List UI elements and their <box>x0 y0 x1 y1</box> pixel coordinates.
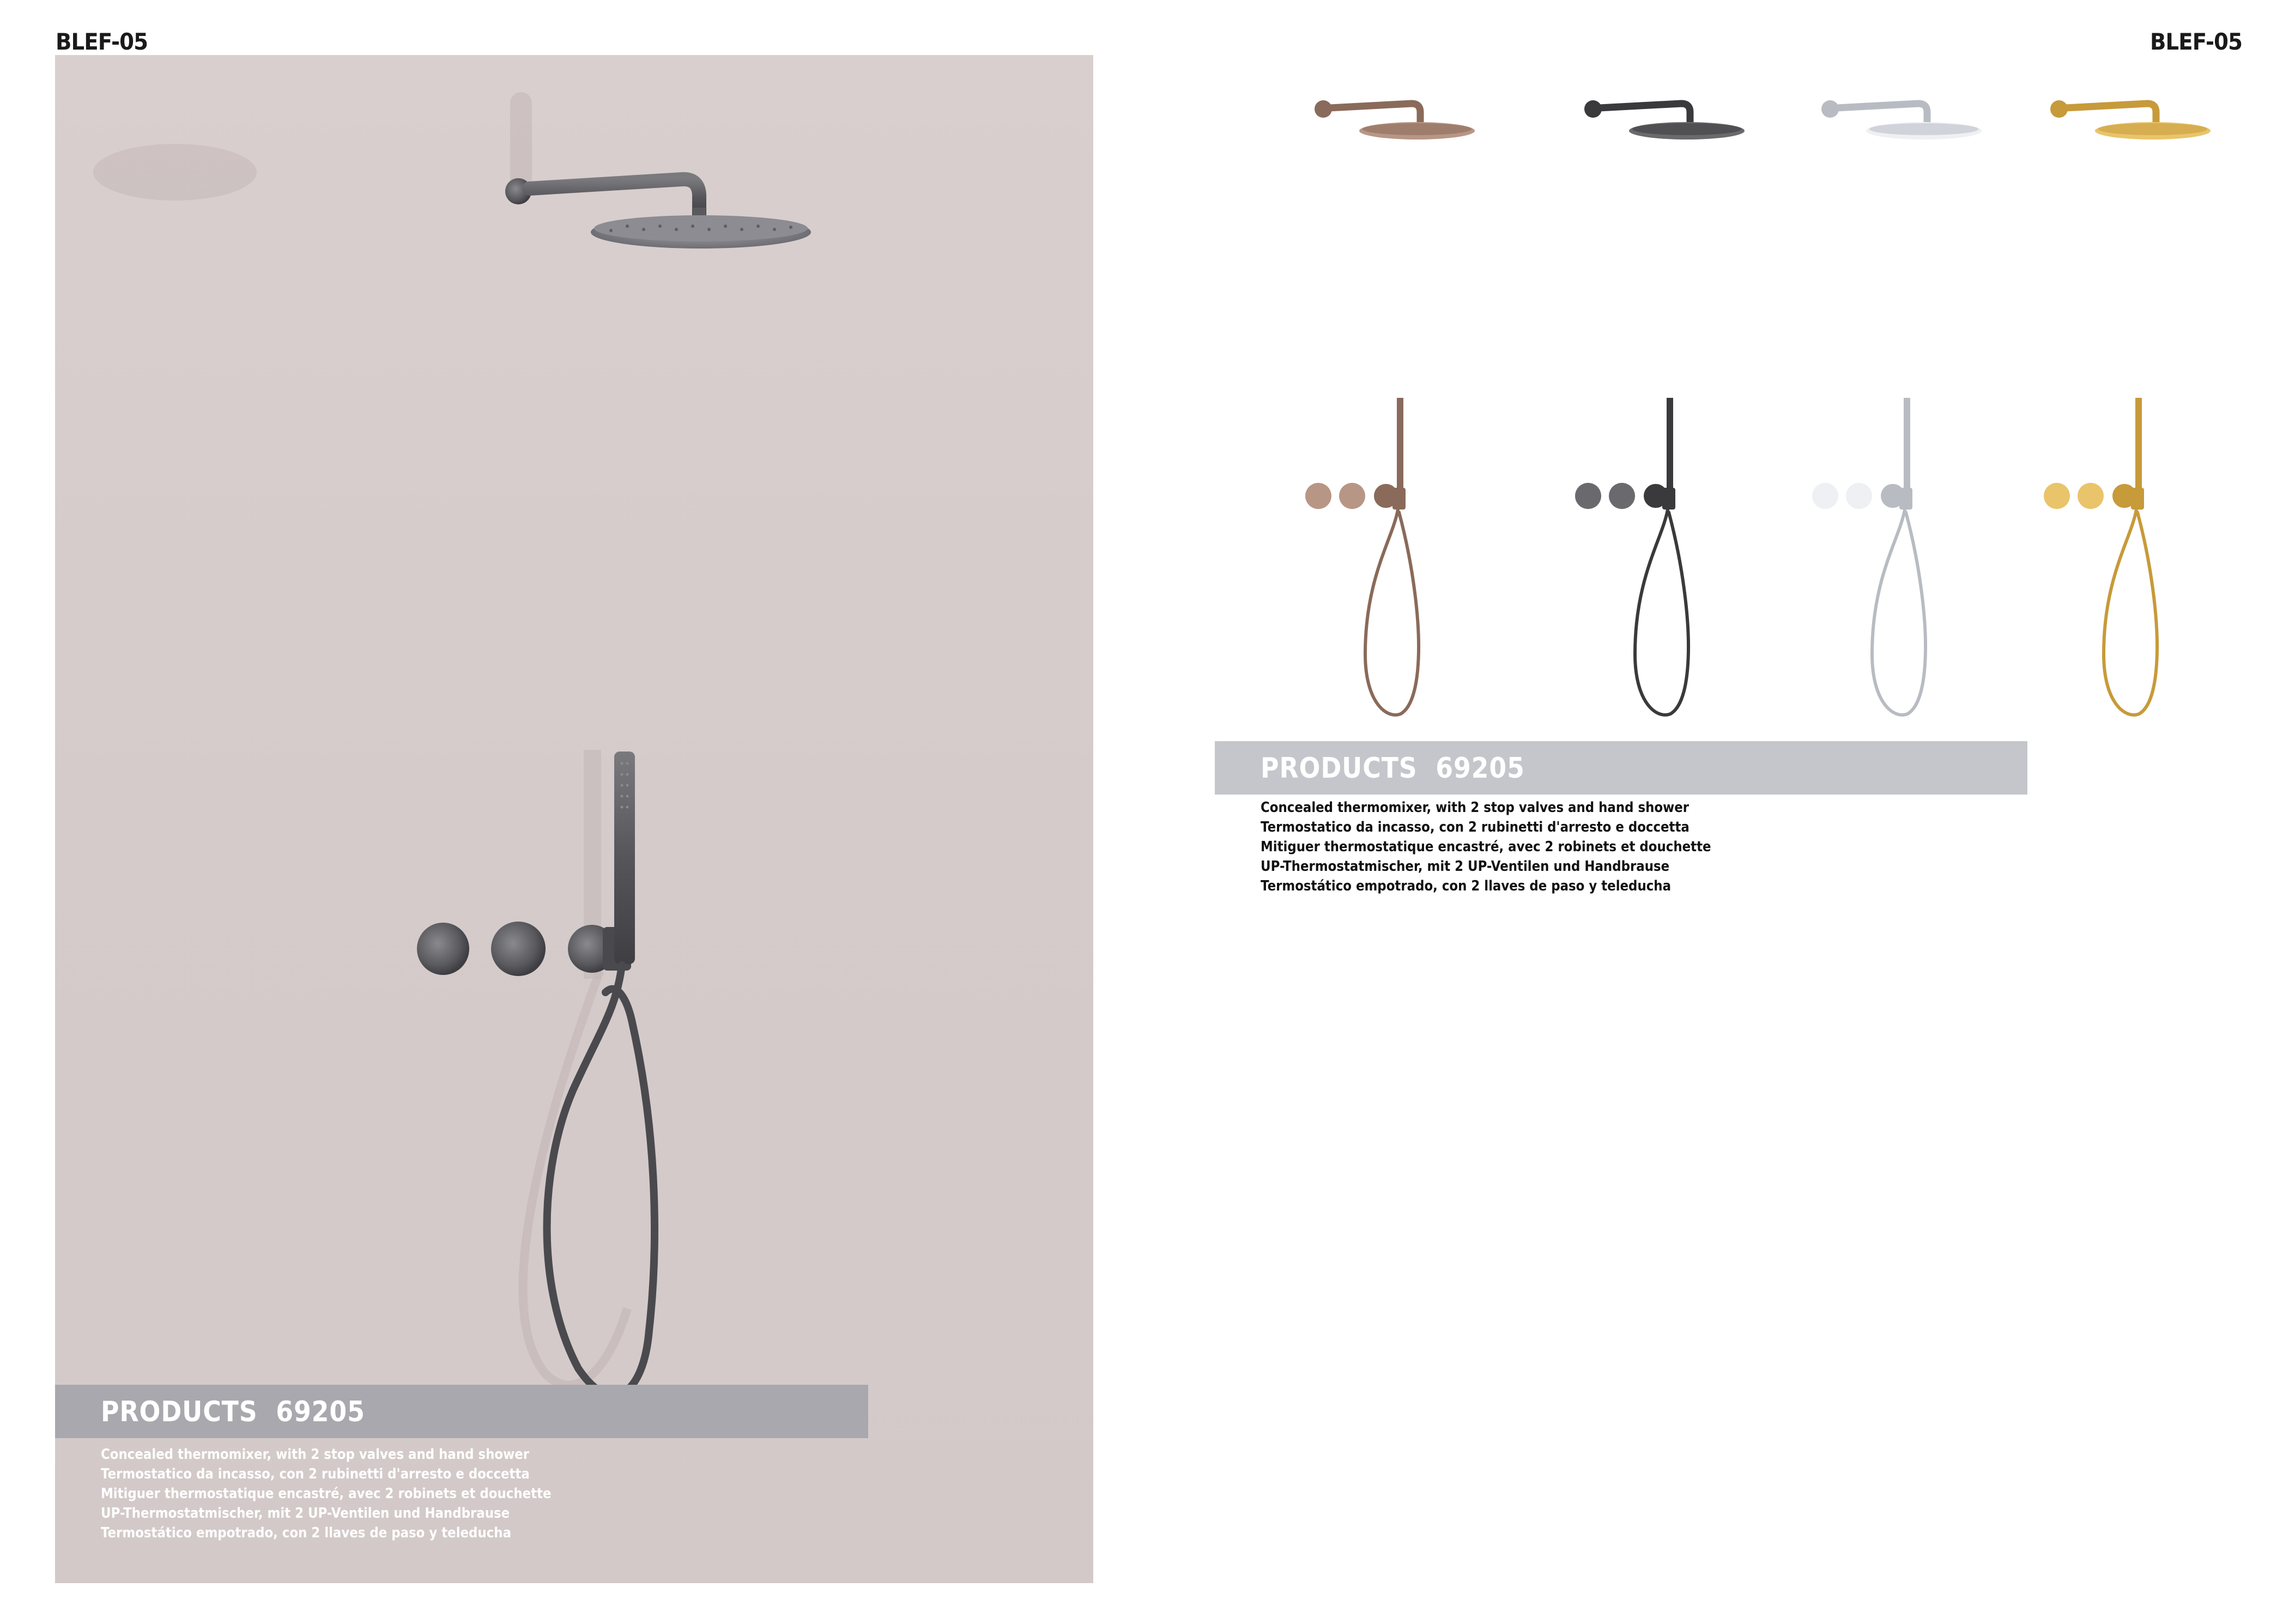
variant-stop-valve <box>1609 483 1635 509</box>
variant-shower-head-face <box>1632 123 1741 135</box>
variant-hand-shower <box>2135 398 2142 496</box>
variant-shower-head-face <box>1362 123 1472 135</box>
description-line: UP-Thermostatmischer, mit 2 UP-Ventilen und Handbrause <box>1261 858 1670 875</box>
variant-stop-valve <box>1812 483 1838 509</box>
variant-hand-shower-holder <box>1392 488 1406 510</box>
description-line: Mitiguer thermostatique encastré, avec 2 robinets et douchette <box>1261 839 1711 855</box>
description-line: Termostatico da incasso, con 2 rubinetti d'arresto e doccetta <box>1261 819 1690 835</box>
variant-hand-shower-holder <box>2131 488 2144 510</box>
variant-shower-hose <box>2104 510 2157 715</box>
description-line: Termostático empotrado, con 2 llaves de paso y teleducha <box>1261 878 1672 894</box>
product-title-left: PRODUCTS 69205 <box>101 1396 365 1428</box>
description-line: UP-Thermostatmischer, mit 2 UP-Ventilen und Handbrause <box>101 1505 510 1522</box>
description-line: Termostatico da incasso, con 2 rubinetti d'arresto e doccetta <box>101 1466 530 1482</box>
variant-shower-hose <box>1635 510 1688 715</box>
variant-shower-head-face <box>2098 123 2207 135</box>
description-line: Concealed thermomixer, with 2 stop valves and hand shower <box>101 1446 530 1463</box>
product-band-right <box>1215 741 2027 795</box>
variant-shower-arm <box>1330 104 1420 123</box>
page-code-left: BLEF-05 <box>56 28 148 55</box>
description-line: Mitiguer thermostatique encastré, avec 2 robinets et douchette <box>101 1486 552 1502</box>
variant-hand-shower-holder <box>1662 488 1675 510</box>
variant-shower-hose <box>1872 510 1925 715</box>
variant-hand-shower <box>1667 398 1673 496</box>
product-description-right <box>1261 798 1711 896</box>
variant-shower-arm <box>2066 104 2156 123</box>
variant-shower-hose <box>1365 510 1419 715</box>
variant-shower-arm <box>1837 104 1927 123</box>
variant-hand-shower-holder <box>1899 488 1912 510</box>
variant-hand-shower <box>1904 398 1910 496</box>
variant-stop-valve <box>1846 483 1872 509</box>
variant-stop-valve <box>1339 483 1365 509</box>
page-code-right: BLEF-05 <box>2150 28 2243 55</box>
product-title-right: PRODUCTS 69205 <box>1261 752 1525 785</box>
variant-stop-valve <box>2078 483 2104 509</box>
variant-shower-arm <box>1600 104 1690 123</box>
description-line: Concealed thermomixer, with 2 stop valves and hand shower <box>1261 799 1690 816</box>
variant-shower-head-face <box>1869 123 1978 135</box>
variant-stop-valve <box>1575 483 1601 509</box>
variant-stop-valve <box>1305 483 1331 509</box>
description-line: Termostático empotrado, con 2 llaves de paso y teleducha <box>101 1525 512 1541</box>
variant-hand-shower <box>1397 398 1403 496</box>
variant-stop-valve <box>2044 483 2070 509</box>
